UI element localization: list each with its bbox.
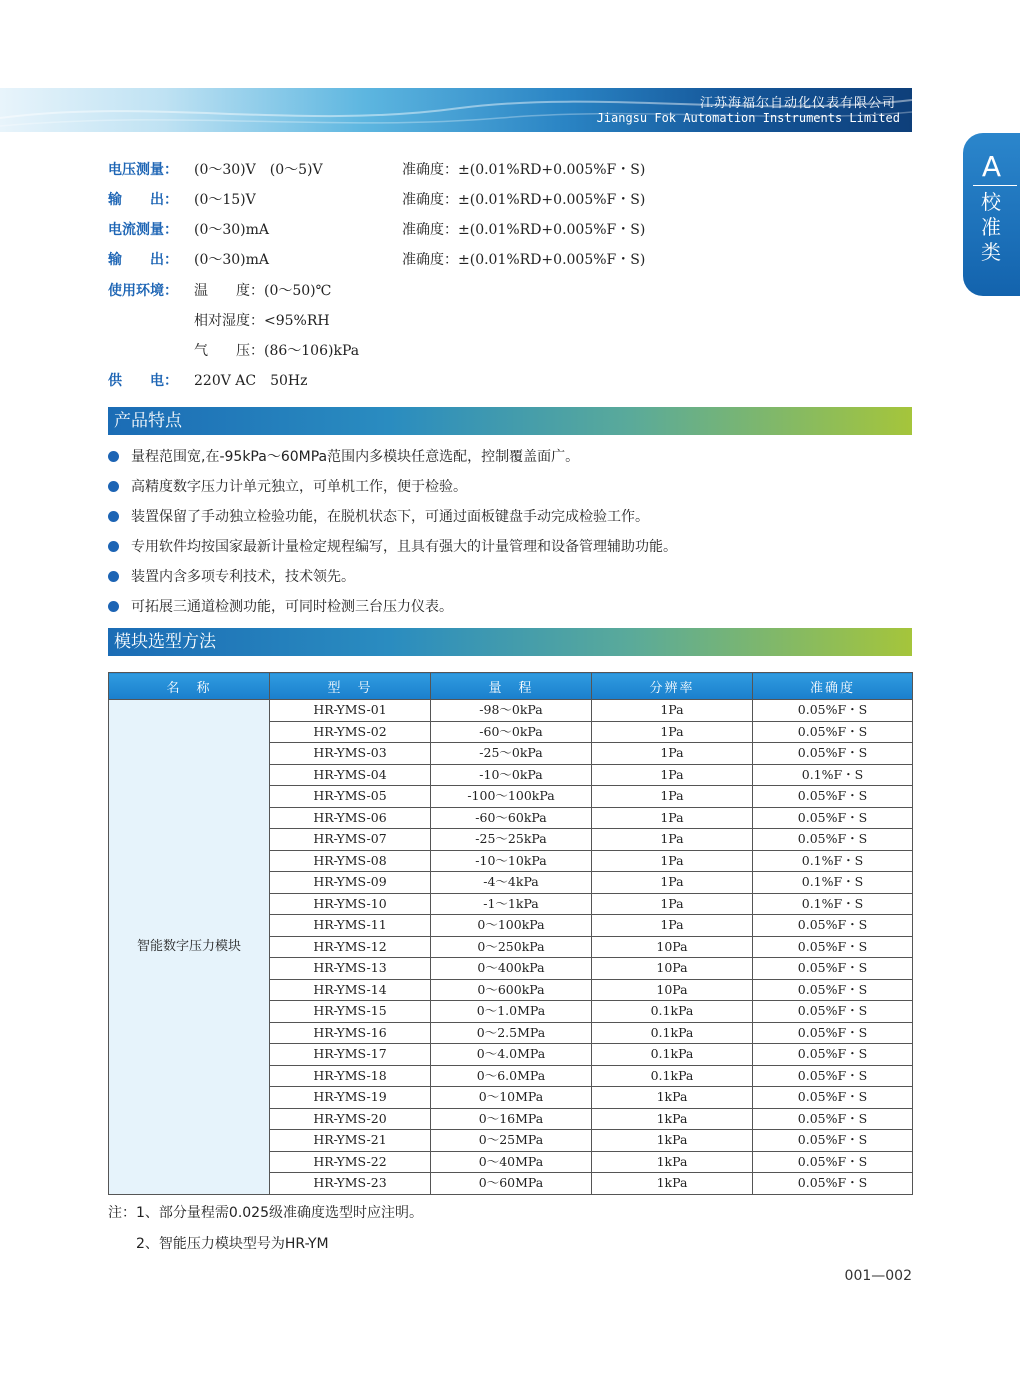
- feature-text: 高精度数字压力计单元独立，可单机工作，便于检验。: [131, 479, 467, 495]
- accuracy-cell: 0.05%F・S: [753, 936, 913, 958]
- resolution-cell: 1kPa: [592, 1130, 753, 1152]
- features-title: 产品特点: [114, 411, 182, 431]
- resolution-cell: 0.1kPa: [592, 1001, 753, 1023]
- range-cell: 0～1.0MPa: [431, 1001, 592, 1023]
- resolution-cell: 0.1kPa: [592, 1065, 753, 1087]
- column-header: 准确度: [753, 673, 913, 700]
- header-banner: [0, 88, 912, 132]
- module-group-name: 智能数字压力模块: [109, 700, 270, 1195]
- model-cell: HR-YMS-14: [270, 979, 431, 1001]
- accuracy-cell: 0.1%F・S: [753, 764, 913, 786]
- spec-value: (0～15)V: [194, 192, 256, 208]
- bullet-icon: [108, 541, 119, 552]
- model-cell: HR-YMS-09: [270, 872, 431, 894]
- range-cell: -10～0kPa: [431, 764, 592, 786]
- feature-item: [108, 598, 453, 616]
- column-header: 型 号: [270, 673, 431, 700]
- accuracy-value: ±(0.01%RD+0.005%F・S): [458, 162, 646, 178]
- accuracy-cell: 0.05%F・S: [753, 1173, 913, 1195]
- accuracy-label: 准确度：: [402, 222, 458, 238]
- range-cell: -60～0kPa: [431, 721, 592, 743]
- model-cell: HR-YMS-16: [270, 1022, 431, 1044]
- resolution-cell: 0.1kPa: [592, 1044, 753, 1066]
- resolution-cell: 1Pa: [592, 915, 753, 937]
- resolution-cell: 1Pa: [592, 743, 753, 765]
- range-cell: -25～25kPa: [431, 829, 592, 851]
- range-cell: 0～40MPa: [431, 1151, 592, 1173]
- accuracy-value: ±(0.01%RD+0.005%F・S): [458, 192, 646, 208]
- resolution-cell: 1Pa: [592, 700, 753, 722]
- category-label: 校准类: [981, 190, 1001, 264]
- accuracy-value: ±(0.01%RD+0.005%F・S): [458, 252, 646, 268]
- feature-text: 装置内含多项专利技术，技术领先。: [131, 569, 355, 585]
- feature-item: [108, 448, 579, 466]
- range-cell: -100～100kPa: [431, 786, 592, 808]
- resolution-cell: 0.1kPa: [592, 1022, 753, 1044]
- module-title: 模块选型方法: [114, 632, 216, 652]
- model-cell: HR-YMS-13: [270, 958, 431, 980]
- accuracy-cell: 0.05%F・S: [753, 958, 913, 980]
- model-cell: HR-YMS-08: [270, 850, 431, 872]
- resolution-cell: 1kPa: [592, 1173, 753, 1195]
- accuracy-label: 准确度：: [402, 162, 458, 178]
- features-section-header: [108, 407, 912, 435]
- model-cell: HR-YMS-17: [270, 1044, 431, 1066]
- spec-row: [108, 161, 323, 179]
- range-cell: 0～16MPa: [431, 1108, 592, 1130]
- spec-value: (0～30)V (0～5)V: [194, 162, 323, 178]
- range-cell: 0～10MPa: [431, 1087, 592, 1109]
- spec-label: 使用环境：: [108, 283, 178, 299]
- spec-value: (0～30)mA: [194, 222, 270, 238]
- module-section-header: [108, 628, 912, 656]
- accuracy-cell: 0.05%F・S: [753, 829, 913, 851]
- note-line: 2、智能压力模块型号为HR-YM: [136, 1236, 329, 1252]
- accuracy-cell: 0.05%F・S: [753, 1108, 913, 1130]
- category-side-tab: [963, 133, 1020, 296]
- resolution-cell: 1Pa: [592, 764, 753, 786]
- spec-label: 输 出：: [108, 252, 178, 268]
- accuracy-cell: 0.05%F・S: [753, 807, 913, 829]
- accuracy-row: [402, 251, 645, 269]
- spec-row: [108, 191, 256, 209]
- bullet-icon: [108, 601, 119, 612]
- resolution-cell: 1Pa: [592, 829, 753, 851]
- spec-label: 电流测量：: [108, 222, 178, 238]
- accuracy-cell: 0.05%F・S: [753, 1087, 913, 1109]
- accuracy-cell: 0.05%F・S: [753, 1151, 913, 1173]
- column-header: 分辨率: [592, 673, 753, 700]
- feature-text: 可拓展三通道检测功能，可同时检测三台压力仪表。: [131, 599, 453, 615]
- resolution-cell: 1Pa: [592, 850, 753, 872]
- range-cell: -4～4kPa: [431, 872, 592, 894]
- category-letter: A: [981, 150, 1002, 183]
- table-row: [109, 700, 913, 722]
- range-cell: 0～2.5MPa: [431, 1022, 592, 1044]
- accuracy-cell: 0.05%F・S: [753, 1022, 913, 1044]
- range-cell: -60～60kPa: [431, 807, 592, 829]
- table-header-row: [109, 673, 913, 700]
- resolution-cell: 1Pa: [592, 807, 753, 829]
- model-cell: HR-YMS-05: [270, 786, 431, 808]
- bullet-icon: [108, 451, 119, 462]
- model-cell: HR-YMS-12: [270, 936, 431, 958]
- spec-row: [108, 312, 330, 330]
- spec-value: 相对湿度：<95%RH: [194, 313, 330, 329]
- accuracy-cell: 0.05%F・S: [753, 786, 913, 808]
- range-cell: -1～1kPa: [431, 893, 592, 915]
- model-cell: HR-YMS-07: [270, 829, 431, 851]
- column-header: 名 称: [109, 673, 270, 700]
- range-cell: 0～600kPa: [431, 979, 592, 1001]
- accuracy-row: [402, 161, 645, 179]
- feature-item: [108, 538, 677, 556]
- spec-label: 输 出：: [108, 192, 178, 208]
- range-cell: 0～250kPa: [431, 936, 592, 958]
- range-cell: 0～6.0MPa: [431, 1065, 592, 1087]
- range-cell: -10～10kPa: [431, 850, 592, 872]
- accuracy-cell: 0.05%F・S: [753, 1065, 913, 1087]
- spec-row: [108, 221, 269, 239]
- resolution-cell: 1Pa: [592, 872, 753, 894]
- company-name-en: Jiangsu Fok Automation Instruments Limited: [596, 111, 900, 125]
- spec-value: 220V AC 50Hz: [194, 373, 308, 389]
- resolution-cell: 10Pa: [592, 958, 753, 980]
- resolution-cell: 10Pa: [592, 936, 753, 958]
- accuracy-cell: 0.1%F・S: [753, 850, 913, 872]
- accuracy-cell: 0.1%F・S: [753, 872, 913, 894]
- model-cell: HR-YMS-21: [270, 1130, 431, 1152]
- accuracy-label: 准确度：: [402, 192, 458, 208]
- resolution-cell: 1Pa: [592, 786, 753, 808]
- model-cell: HR-YMS-18: [270, 1065, 431, 1087]
- spec-label: 供 电：: [108, 373, 178, 389]
- spec-label: 电压测量：: [108, 162, 178, 178]
- model-cell: HR-YMS-19: [270, 1087, 431, 1109]
- range-cell: 0～4.0MPa: [431, 1044, 592, 1066]
- resolution-cell: 1Pa: [592, 893, 753, 915]
- accuracy-cell: 0.1%F・S: [753, 893, 913, 915]
- model-cell: HR-YMS-04: [270, 764, 431, 786]
- accuracy-cell: 0.05%F・S: [753, 1001, 913, 1023]
- module-table: [108, 672, 913, 1195]
- accuracy-cell: 0.05%F・S: [753, 915, 913, 937]
- model-cell: HR-YMS-11: [270, 915, 431, 937]
- resolution-cell: 1kPa: [592, 1108, 753, 1130]
- accuracy-cell: 0.05%F・S: [753, 1130, 913, 1152]
- range-cell: 0～100kPa: [431, 915, 592, 937]
- spec-value: 气 压：(86～106)kPa: [194, 343, 360, 359]
- model-cell: HR-YMS-03: [270, 743, 431, 765]
- spec-row: [108, 342, 359, 360]
- model-cell: HR-YMS-02: [270, 721, 431, 743]
- feature-item: [108, 478, 467, 496]
- feature-text: 量程范围宽,在-95kPa～60MPa范围内多模块任意选配，控制覆盖面广。: [131, 449, 580, 465]
- spec-value: (0～30)mA: [194, 252, 270, 268]
- model-cell: HR-YMS-20: [270, 1108, 431, 1130]
- spec-row: [108, 251, 269, 269]
- bullet-icon: [108, 511, 119, 522]
- accuracy-cell: 0.05%F・S: [753, 721, 913, 743]
- category-divider: [973, 185, 1017, 186]
- spec-row: [108, 282, 331, 300]
- range-cell: 0～60MPa: [431, 1173, 592, 1195]
- model-cell: HR-YMS-23: [270, 1173, 431, 1195]
- model-cell: HR-YMS-22: [270, 1151, 431, 1173]
- model-cell: HR-YMS-01: [270, 700, 431, 722]
- feature-text: 专用软件均按国家最新计量检定规程编写，且具有强大的计量管理和设备管理辅助功能。: [131, 539, 677, 555]
- resolution-cell: 10Pa: [592, 979, 753, 1001]
- model-cell: HR-YMS-15: [270, 1001, 431, 1023]
- range-cell: 0～25MPa: [431, 1130, 592, 1152]
- bullet-icon: [108, 571, 119, 582]
- company-name-cn: 江苏海福尔自动化仪表有限公司: [699, 96, 896, 111]
- range-cell: 0～400kPa: [431, 958, 592, 980]
- note-line: 注：1、部分量程需0.025级准确度选型时应注明。: [108, 1205, 423, 1221]
- spec-row: [108, 372, 308, 390]
- page-number: 001—002: [844, 1268, 912, 1284]
- feature-item: [108, 508, 649, 526]
- accuracy-cell: 0.05%F・S: [753, 743, 913, 765]
- accuracy-row: [402, 191, 645, 209]
- spec-value: 温 度：(0～50)℃: [194, 283, 332, 299]
- column-header: 量 程: [431, 673, 592, 700]
- feature-item: [108, 568, 355, 586]
- resolution-cell: 1Pa: [592, 721, 753, 743]
- resolution-cell: 1kPa: [592, 1151, 753, 1173]
- bullet-icon: [108, 481, 119, 492]
- accuracy-value: ±(0.01%RD+0.005%F・S): [458, 222, 646, 238]
- feature-text: 装置保留了手动独立检验功能，在脱机状态下，可通过面板键盘手动完成检验工作。: [131, 509, 649, 525]
- range-cell: -25～0kPa: [431, 743, 592, 765]
- accuracy-cell: 0.05%F・S: [753, 700, 913, 722]
- accuracy-cell: 0.05%F・S: [753, 1044, 913, 1066]
- accuracy-cell: 0.05%F・S: [753, 979, 913, 1001]
- model-cell: HR-YMS-06: [270, 807, 431, 829]
- range-cell: -98～0kPa: [431, 700, 592, 722]
- accuracy-row: [402, 221, 645, 239]
- accuracy-label: 准确度：: [402, 252, 458, 268]
- resolution-cell: 1kPa: [592, 1087, 753, 1109]
- model-cell: HR-YMS-10: [270, 893, 431, 915]
